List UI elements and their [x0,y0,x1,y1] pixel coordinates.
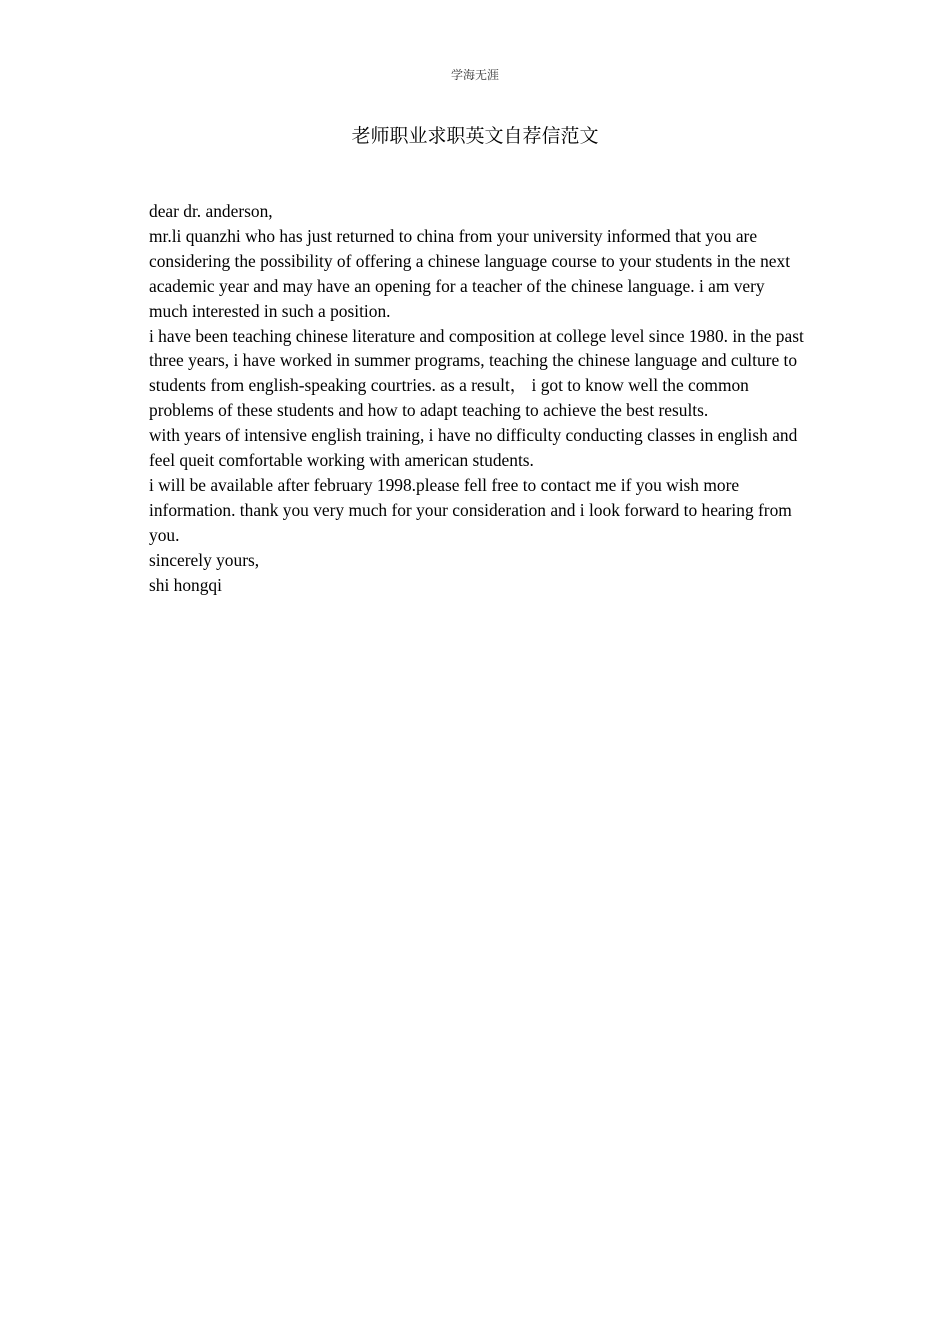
closing: sincerely yours, [149,549,260,570]
paragraph-intro: mr.li quanzhi who has just returned to china from your university informed that you are considering the possibility of offering a chinese language course to your students in the next academic year and may have an opening for a teacher of the chinese language. i am very much interested in such a position. [149,225,791,321]
letter-body [149,199,804,598]
paragraph-experience: i have been teaching chinese literature and composition at college level since 1980. in the past three years, i have worked in summer programs, teaching the chinese language and culture to students from english-speaking courtries. as a result， i got to know well the common problems of these students and how to adapt teaching to achieve the best results. [149,325,804,421]
paragraph-english: with years of intensive english training, i have no difficulty conducting classes in english and feel queit comfortable working with american students. [149,425,798,471]
document-title: 老师职业求职英文自荐信范文 [351,126,599,147]
page-header: 学海无涯 [450,68,499,82]
signature-name: shi hongqi [149,574,222,595]
salutation: dear dr. anderson, [149,201,273,221]
paragraph-availability: i will be available after february 1998.please fell free to contact me if you wish more information. thank you very much for your consideration and i look forward to hearing from you. [149,474,792,545]
